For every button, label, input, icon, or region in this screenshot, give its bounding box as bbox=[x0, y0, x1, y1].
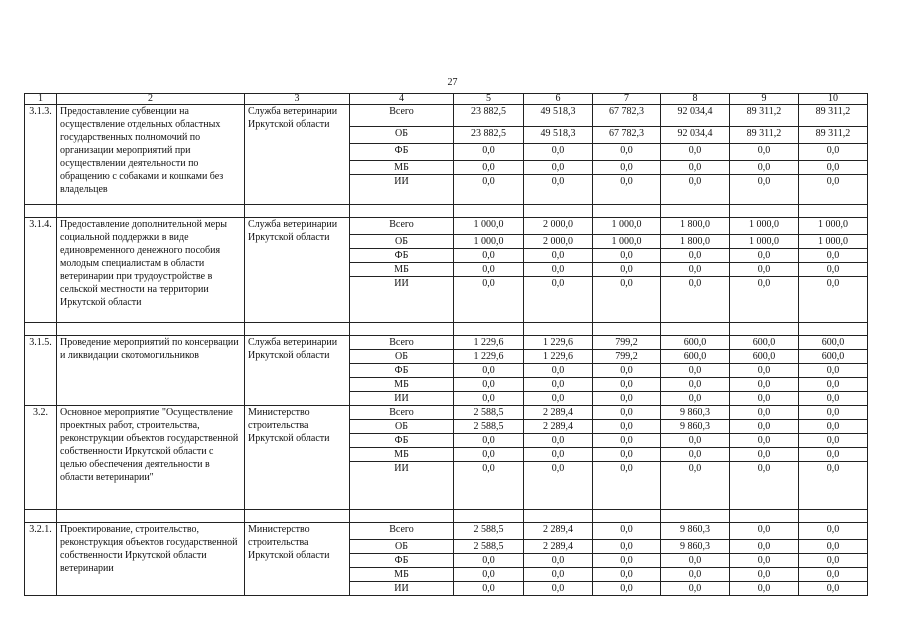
column-header: 4 bbox=[350, 94, 454, 105]
amount-cell: 0,0 bbox=[454, 144, 524, 161]
amount-cell: 0,0 bbox=[799, 392, 868, 406]
amount-cell: 0,0 bbox=[799, 144, 868, 161]
empty-cell bbox=[57, 323, 245, 336]
funding-source: ФБ bbox=[350, 249, 454, 263]
amount-cell: 0,0 bbox=[730, 540, 799, 554]
measure-name: Предоставление дополнительной меры социальной поддержки в виде единовременного денежного пособия молодым специалистам в области ветеринарии при трудоустройстве в сельской местности на территории Иркутской области bbox=[57, 218, 245, 323]
amount-cell: 0,0 bbox=[661, 175, 730, 205]
amount-cell: 799,2 bbox=[593, 336, 661, 350]
amount-cell: 0,0 bbox=[593, 392, 661, 406]
amount-cell: 2 000,0 bbox=[524, 218, 593, 235]
funding-table bbox=[24, 93, 868, 596]
empty-cell bbox=[730, 323, 799, 336]
amount-cell: 89 311,2 bbox=[799, 127, 868, 144]
amount-cell: 0,0 bbox=[730, 263, 799, 277]
amount-cell: 0,0 bbox=[593, 249, 661, 263]
amount-cell: 0,0 bbox=[454, 462, 524, 510]
amount-cell: 0,0 bbox=[524, 378, 593, 392]
amount-cell: 0,0 bbox=[524, 249, 593, 263]
amount-cell: 0,0 bbox=[730, 277, 799, 323]
amount-cell: 0,0 bbox=[730, 434, 799, 448]
amount-cell: 0,0 bbox=[661, 568, 730, 582]
measure-name: Предоставление субвенции на осуществление отдельных областных государственных полномочий по организации мероприятий при осуществлении деятельности по обращению с собаками и кошками без владельцев bbox=[57, 105, 245, 205]
amount-cell: 0,0 bbox=[593, 263, 661, 277]
amount-cell: 0,0 bbox=[524, 568, 593, 582]
amount-cell: 1 000,0 bbox=[593, 218, 661, 235]
amount-cell: 1 000,0 bbox=[593, 235, 661, 249]
column-header: 2 bbox=[57, 94, 245, 105]
amount-cell: 0,0 bbox=[661, 364, 730, 378]
empty-cell bbox=[245, 323, 350, 336]
amount-cell: 0,0 bbox=[593, 582, 661, 596]
funding-source: ИИ bbox=[350, 277, 454, 323]
amount-cell: 0,0 bbox=[593, 448, 661, 462]
funding-source: ФБ bbox=[350, 144, 454, 161]
funding-source: Всего bbox=[350, 105, 454, 127]
executor-name: Министерство строительства Иркутской области bbox=[245, 406, 350, 510]
empty-cell bbox=[454, 323, 524, 336]
amount-cell: 0,0 bbox=[661, 392, 730, 406]
funding-source: ОБ bbox=[350, 235, 454, 249]
empty-cell bbox=[661, 205, 730, 218]
amount-cell: 0,0 bbox=[454, 249, 524, 263]
empty-cell bbox=[661, 323, 730, 336]
amount-cell: 0,0 bbox=[661, 378, 730, 392]
amount-cell: 0,0 bbox=[730, 462, 799, 510]
amount-cell: 49 518,3 bbox=[524, 105, 593, 127]
empty-cell bbox=[25, 323, 57, 336]
amount-cell: 0,0 bbox=[730, 392, 799, 406]
table-row bbox=[25, 336, 868, 350]
table-row bbox=[25, 406, 868, 420]
page-number: 27 bbox=[447, 77, 458, 88]
amount-cell: 89 311,2 bbox=[799, 105, 868, 127]
amount-cell: 0,0 bbox=[524, 462, 593, 510]
amount-cell: 0,0 bbox=[730, 249, 799, 263]
column-header: 6 bbox=[524, 94, 593, 105]
amount-cell: 600,0 bbox=[799, 350, 868, 364]
measure-name: Проектирование, строительство, реконструкция объектов государственной собственности Иркутской области ветеринарии bbox=[57, 523, 245, 596]
amount-cell: 0,0 bbox=[454, 263, 524, 277]
amount-cell: 1 229,6 bbox=[454, 350, 524, 364]
amount-cell: 0,0 bbox=[454, 448, 524, 462]
funding-source: ФБ bbox=[350, 434, 454, 448]
amount-cell: 0,0 bbox=[730, 161, 799, 175]
amount-cell: 0,0 bbox=[593, 364, 661, 378]
measure-name: Основное мероприятие "Осуществление проектных работ, строительства, реконструкции объектов государственной собственности Иркутской области с целью обеспечения деятельности в области ветеринарии" bbox=[57, 406, 245, 510]
empty-cell bbox=[25, 510, 57, 523]
funding-source: Всего bbox=[350, 406, 454, 420]
amount-cell: 0,0 bbox=[799, 540, 868, 554]
amount-cell: 0,0 bbox=[799, 448, 868, 462]
amount-cell: 0,0 bbox=[730, 523, 799, 540]
column-header: 7 bbox=[593, 94, 661, 105]
amount-cell: 89 311,2 bbox=[730, 105, 799, 127]
amount-cell: 0,0 bbox=[593, 277, 661, 323]
amount-cell: 0,0 bbox=[661, 448, 730, 462]
column-header: 10 bbox=[799, 94, 868, 105]
empty-cell bbox=[593, 323, 661, 336]
amount-cell: 0,0 bbox=[661, 277, 730, 323]
amount-cell: 0,0 bbox=[454, 392, 524, 406]
block-separator bbox=[25, 323, 868, 336]
amount-cell: 0,0 bbox=[799, 582, 868, 596]
amount-cell: 0,0 bbox=[661, 263, 730, 277]
amount-cell: 0,0 bbox=[799, 406, 868, 420]
amount-cell: 0,0 bbox=[524, 161, 593, 175]
amount-cell: 0,0 bbox=[593, 540, 661, 554]
column-header: 5 bbox=[454, 94, 524, 105]
funding-source: ФБ bbox=[350, 364, 454, 378]
funding-source: Всего bbox=[350, 523, 454, 540]
block-separator bbox=[25, 205, 868, 218]
table-row bbox=[25, 105, 868, 127]
amount-cell: 92 034,4 bbox=[661, 105, 730, 127]
amount-cell: 0,0 bbox=[799, 263, 868, 277]
column-header: 9 bbox=[730, 94, 799, 105]
funding-source: МБ bbox=[350, 161, 454, 175]
amount-cell: 0,0 bbox=[661, 582, 730, 596]
empty-cell bbox=[661, 510, 730, 523]
funding-source: Всего bbox=[350, 218, 454, 235]
row-code: 3.2.1. bbox=[25, 523, 57, 596]
amount-cell: 23 882,5 bbox=[454, 127, 524, 144]
amount-cell: 0,0 bbox=[799, 420, 868, 434]
amount-cell: 49 518,3 bbox=[524, 127, 593, 144]
empty-cell bbox=[350, 205, 454, 218]
empty-cell bbox=[799, 510, 868, 523]
amount-cell: 0,0 bbox=[524, 263, 593, 277]
row-code: 3.1.3. bbox=[25, 105, 57, 205]
amount-cell: 2 289,4 bbox=[524, 540, 593, 554]
amount-cell: 0,0 bbox=[730, 364, 799, 378]
amount-cell: 0,0 bbox=[799, 523, 868, 540]
empty-cell bbox=[350, 323, 454, 336]
amount-cell: 1 800,0 bbox=[661, 218, 730, 235]
amount-cell: 9 860,3 bbox=[661, 420, 730, 434]
amount-cell: 1 000,0 bbox=[454, 235, 524, 249]
amount-cell: 600,0 bbox=[661, 350, 730, 364]
row-code: 3.1.5. bbox=[25, 336, 57, 406]
empty-cell bbox=[25, 205, 57, 218]
funding-source: ИИ bbox=[350, 175, 454, 205]
amount-cell: 0,0 bbox=[799, 161, 868, 175]
amount-cell: 0,0 bbox=[454, 364, 524, 378]
amount-cell: 2 000,0 bbox=[524, 235, 593, 249]
amount-cell: 0,0 bbox=[730, 582, 799, 596]
amount-cell: 1 229,6 bbox=[524, 350, 593, 364]
empty-cell bbox=[730, 205, 799, 218]
executor-name: Служба ветеринарии Иркутской области bbox=[245, 218, 350, 323]
amount-cell: 0,0 bbox=[454, 175, 524, 205]
funding-source: ФБ bbox=[350, 554, 454, 568]
column-number-row bbox=[25, 94, 868, 105]
amount-cell: 0,0 bbox=[524, 582, 593, 596]
empty-cell bbox=[245, 510, 350, 523]
empty-cell bbox=[245, 205, 350, 218]
amount-cell: 2 588,5 bbox=[454, 540, 524, 554]
amount-cell: 67 782,3 bbox=[593, 127, 661, 144]
amount-cell: 2 588,5 bbox=[454, 523, 524, 540]
amount-cell: 0,0 bbox=[454, 434, 524, 448]
amount-cell: 0,0 bbox=[524, 277, 593, 323]
funding-source: ИИ bbox=[350, 582, 454, 596]
column-header: 1 bbox=[25, 94, 57, 105]
empty-cell bbox=[524, 510, 593, 523]
amount-cell: 0,0 bbox=[593, 161, 661, 175]
amount-cell: 0,0 bbox=[730, 554, 799, 568]
amount-cell: 0,0 bbox=[593, 554, 661, 568]
column-header: 3 bbox=[245, 94, 350, 105]
amount-cell: 0,0 bbox=[799, 378, 868, 392]
column-header: 8 bbox=[661, 94, 730, 105]
amount-cell: 0,0 bbox=[524, 144, 593, 161]
amount-cell: 9 860,3 bbox=[661, 523, 730, 540]
amount-cell: 2 289,4 bbox=[524, 420, 593, 434]
amount-cell: 1 000,0 bbox=[799, 235, 868, 249]
amount-cell: 1 800,0 bbox=[661, 235, 730, 249]
amount-cell: 2 289,4 bbox=[524, 406, 593, 420]
row-code: 3.1.4. bbox=[25, 218, 57, 323]
amount-cell: 0,0 bbox=[593, 420, 661, 434]
amount-cell: 0,0 bbox=[524, 392, 593, 406]
amount-cell: 0,0 bbox=[454, 582, 524, 596]
amount-cell: 0,0 bbox=[730, 378, 799, 392]
amount-cell: 0,0 bbox=[730, 448, 799, 462]
amount-cell: 600,0 bbox=[799, 336, 868, 350]
funding-source: ОБ bbox=[350, 540, 454, 554]
amount-cell: 0,0 bbox=[454, 378, 524, 392]
empty-cell bbox=[454, 510, 524, 523]
empty-cell bbox=[799, 323, 868, 336]
executor-name: Служба ветеринарии Иркутской области bbox=[245, 336, 350, 406]
amount-cell: 0,0 bbox=[593, 406, 661, 420]
amount-cell: 0,0 bbox=[799, 364, 868, 378]
amount-cell: 1 000,0 bbox=[454, 218, 524, 235]
amount-cell: 0,0 bbox=[799, 249, 868, 263]
amount-cell: 0,0 bbox=[593, 568, 661, 582]
empty-cell bbox=[593, 205, 661, 218]
amount-cell: 0,0 bbox=[799, 568, 868, 582]
empty-cell bbox=[730, 510, 799, 523]
amount-cell: 600,0 bbox=[730, 336, 799, 350]
empty-cell bbox=[454, 205, 524, 218]
amount-cell: 0,0 bbox=[730, 406, 799, 420]
amount-cell: 1 000,0 bbox=[730, 218, 799, 235]
amount-cell: 0,0 bbox=[524, 554, 593, 568]
amount-cell: 0,0 bbox=[454, 277, 524, 323]
row-code: 3.2. bbox=[25, 406, 57, 510]
amount-cell: 0,0 bbox=[730, 420, 799, 434]
amount-cell: 0,0 bbox=[593, 523, 661, 540]
measure-name: Проведение мероприятий по консервации и ликвидации скотомогильников bbox=[57, 336, 245, 406]
empty-cell bbox=[350, 510, 454, 523]
amount-cell: 2 588,5 bbox=[454, 420, 524, 434]
amount-cell: 799,2 bbox=[593, 350, 661, 364]
amount-cell: 2 289,4 bbox=[524, 523, 593, 540]
amount-cell: 1 000,0 bbox=[730, 235, 799, 249]
empty-cell bbox=[799, 205, 868, 218]
amount-cell: 0,0 bbox=[593, 144, 661, 161]
amount-cell: 0,0 bbox=[661, 144, 730, 161]
amount-cell: 9 860,3 bbox=[661, 406, 730, 420]
amount-cell: 1 000,0 bbox=[799, 218, 868, 235]
amount-cell: 0,0 bbox=[593, 378, 661, 392]
amount-cell: 0,0 bbox=[593, 175, 661, 205]
funding-source: ОБ bbox=[350, 127, 454, 144]
funding-source: Всего bbox=[350, 336, 454, 350]
funding-source: МБ bbox=[350, 263, 454, 277]
amount-cell: 0,0 bbox=[524, 434, 593, 448]
block-separator bbox=[25, 510, 868, 523]
amount-cell: 600,0 bbox=[730, 350, 799, 364]
executor-name: Служба ветеринарии Иркутской области bbox=[245, 105, 350, 205]
funding-source: ИИ bbox=[350, 392, 454, 406]
amount-cell: 92 034,4 bbox=[661, 127, 730, 144]
amount-cell: 23 882,5 bbox=[454, 105, 524, 127]
amount-cell: 0,0 bbox=[799, 462, 868, 510]
amount-cell: 0,0 bbox=[661, 434, 730, 448]
funding-source: МБ bbox=[350, 378, 454, 392]
funding-source: МБ bbox=[350, 568, 454, 582]
empty-cell bbox=[57, 205, 245, 218]
empty-cell bbox=[524, 323, 593, 336]
amount-cell: 0,0 bbox=[661, 249, 730, 263]
amount-cell: 1 229,6 bbox=[454, 336, 524, 350]
amount-cell: 0,0 bbox=[454, 568, 524, 582]
amount-cell: 0,0 bbox=[661, 554, 730, 568]
empty-cell bbox=[593, 510, 661, 523]
amount-cell: 1 229,6 bbox=[524, 336, 593, 350]
amount-cell: 0,0 bbox=[661, 161, 730, 175]
amount-cell: 0,0 bbox=[593, 462, 661, 510]
funding-source: ОБ bbox=[350, 350, 454, 364]
funding-source: ОБ bbox=[350, 420, 454, 434]
amount-cell: 0,0 bbox=[799, 277, 868, 323]
amount-cell: 0,0 bbox=[454, 554, 524, 568]
amount-cell: 0,0 bbox=[524, 175, 593, 205]
funding-source: ИИ bbox=[350, 462, 454, 510]
amount-cell: 0,0 bbox=[730, 144, 799, 161]
amount-cell: 600,0 bbox=[661, 336, 730, 350]
amount-cell: 0,0 bbox=[730, 175, 799, 205]
empty-cell bbox=[524, 205, 593, 218]
amount-cell: 0,0 bbox=[730, 568, 799, 582]
amount-cell: 0,0 bbox=[799, 434, 868, 448]
amount-cell: 0,0 bbox=[454, 161, 524, 175]
empty-cell bbox=[57, 510, 245, 523]
amount-cell: 89 311,2 bbox=[730, 127, 799, 144]
amount-cell: 0,0 bbox=[799, 554, 868, 568]
amount-cell: 0,0 bbox=[799, 175, 868, 205]
amount-cell: 0,0 bbox=[524, 448, 593, 462]
table-row bbox=[25, 218, 868, 235]
amount-cell: 2 588,5 bbox=[454, 406, 524, 420]
amount-cell: 0,0 bbox=[593, 434, 661, 448]
amount-cell: 0,0 bbox=[661, 462, 730, 510]
amount-cell: 0,0 bbox=[524, 364, 593, 378]
table-row bbox=[25, 523, 868, 540]
amount-cell: 67 782,3 bbox=[593, 105, 661, 127]
funding-source: МБ bbox=[350, 448, 454, 462]
amount-cell: 9 860,3 bbox=[661, 540, 730, 554]
executor-name: Министерство строительства Иркутской области bbox=[245, 523, 350, 596]
